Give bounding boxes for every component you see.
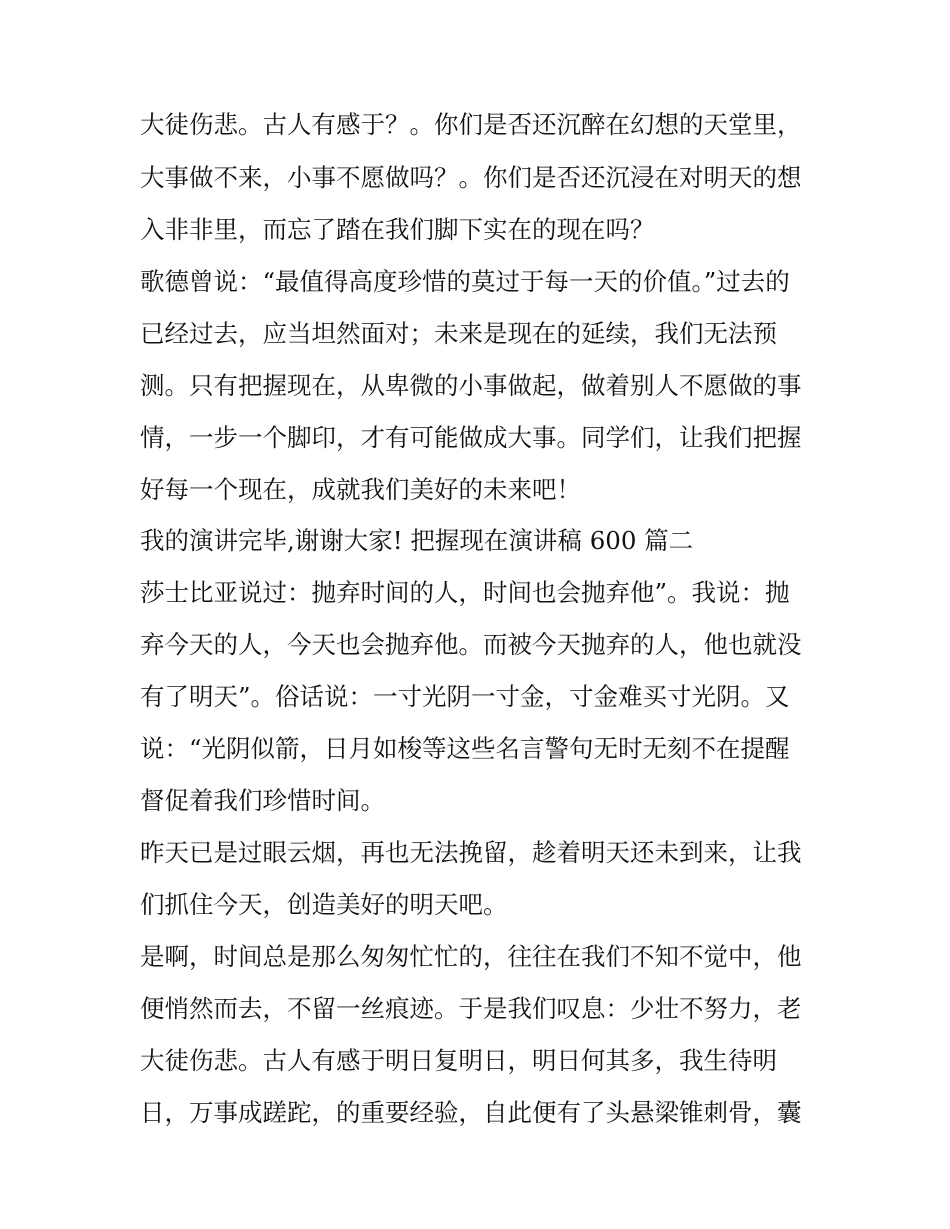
text-line: 入非非里，而忘了踏在我们脚下实在的现在吗？ <box>140 215 655 244</box>
text-line: 测。只有把握现在，从卑微的小事做起，做着别人不愿做的事 <box>140 371 802 400</box>
text-line: 昨天已是过眼云烟，再也无法挽留，趁着明天还未到来，让我 <box>140 838 802 867</box>
text-line: 督促着我们珍惜时间。 <box>140 786 385 815</box>
text-line: 大事做不来，小事不愿做吗？。你们是否还沉浸在对明天的想 <box>140 163 802 192</box>
text-line: 便悄然而去，不留一丝痕迹。于是我们叹息：少壮不努力，老 <box>140 994 802 1023</box>
text-line: 好每一个现在，成就我们美好的未来吧！ <box>140 475 581 504</box>
text-line: 弃今天的人，今天也会抛弃他。而被今天抛弃的人，他也就没 <box>140 630 802 659</box>
text-line: 说：“光阴似箭，日月如梭等这些名言警句无时无刻不在提醒 <box>140 734 790 763</box>
text-line: 日，万事成蹉跎，的重要经验，自此便有了头悬梁锥刺骨，囊 <box>140 1098 802 1127</box>
text-line: 是啊，时间总是那么匆匆忙忙的，往往在我们不知不觉中，他 <box>140 942 802 971</box>
text-line: 我的演讲完毕,谢谢大家! 把握现在演讲稿 600 篇二 <box>140 526 694 555</box>
text-line: 莎士比亚说过：抛弃时间的人，时间也会抛弃他”。我说：抛 <box>140 578 790 607</box>
text-line: 有了明天”。俗话说：一寸光阴一寸金，寸金难买寸光阴。又 <box>140 682 790 711</box>
text-line: 大徒伤悲。古人有感于？。你们是否还沉醉在幻想的天堂里， <box>140 110 802 139</box>
text-line: 已经过去，应当坦然面对；未来是现在的延续，我们无法预 <box>140 319 777 348</box>
text-line: 大徒伤悲。古人有感于明日复明日，明日何其多，我生待明 <box>140 1046 777 1075</box>
text-line: 情，一步一个脚印，才有可能做成大事。同学们，让我们把握 <box>140 423 802 452</box>
text-line: 们抓住今天，创造美好的明天吧。 <box>140 890 508 919</box>
text-line: 歌德曾说：“最值得高度珍惜的莫过于每一天的价值。”过去的 <box>140 267 790 296</box>
